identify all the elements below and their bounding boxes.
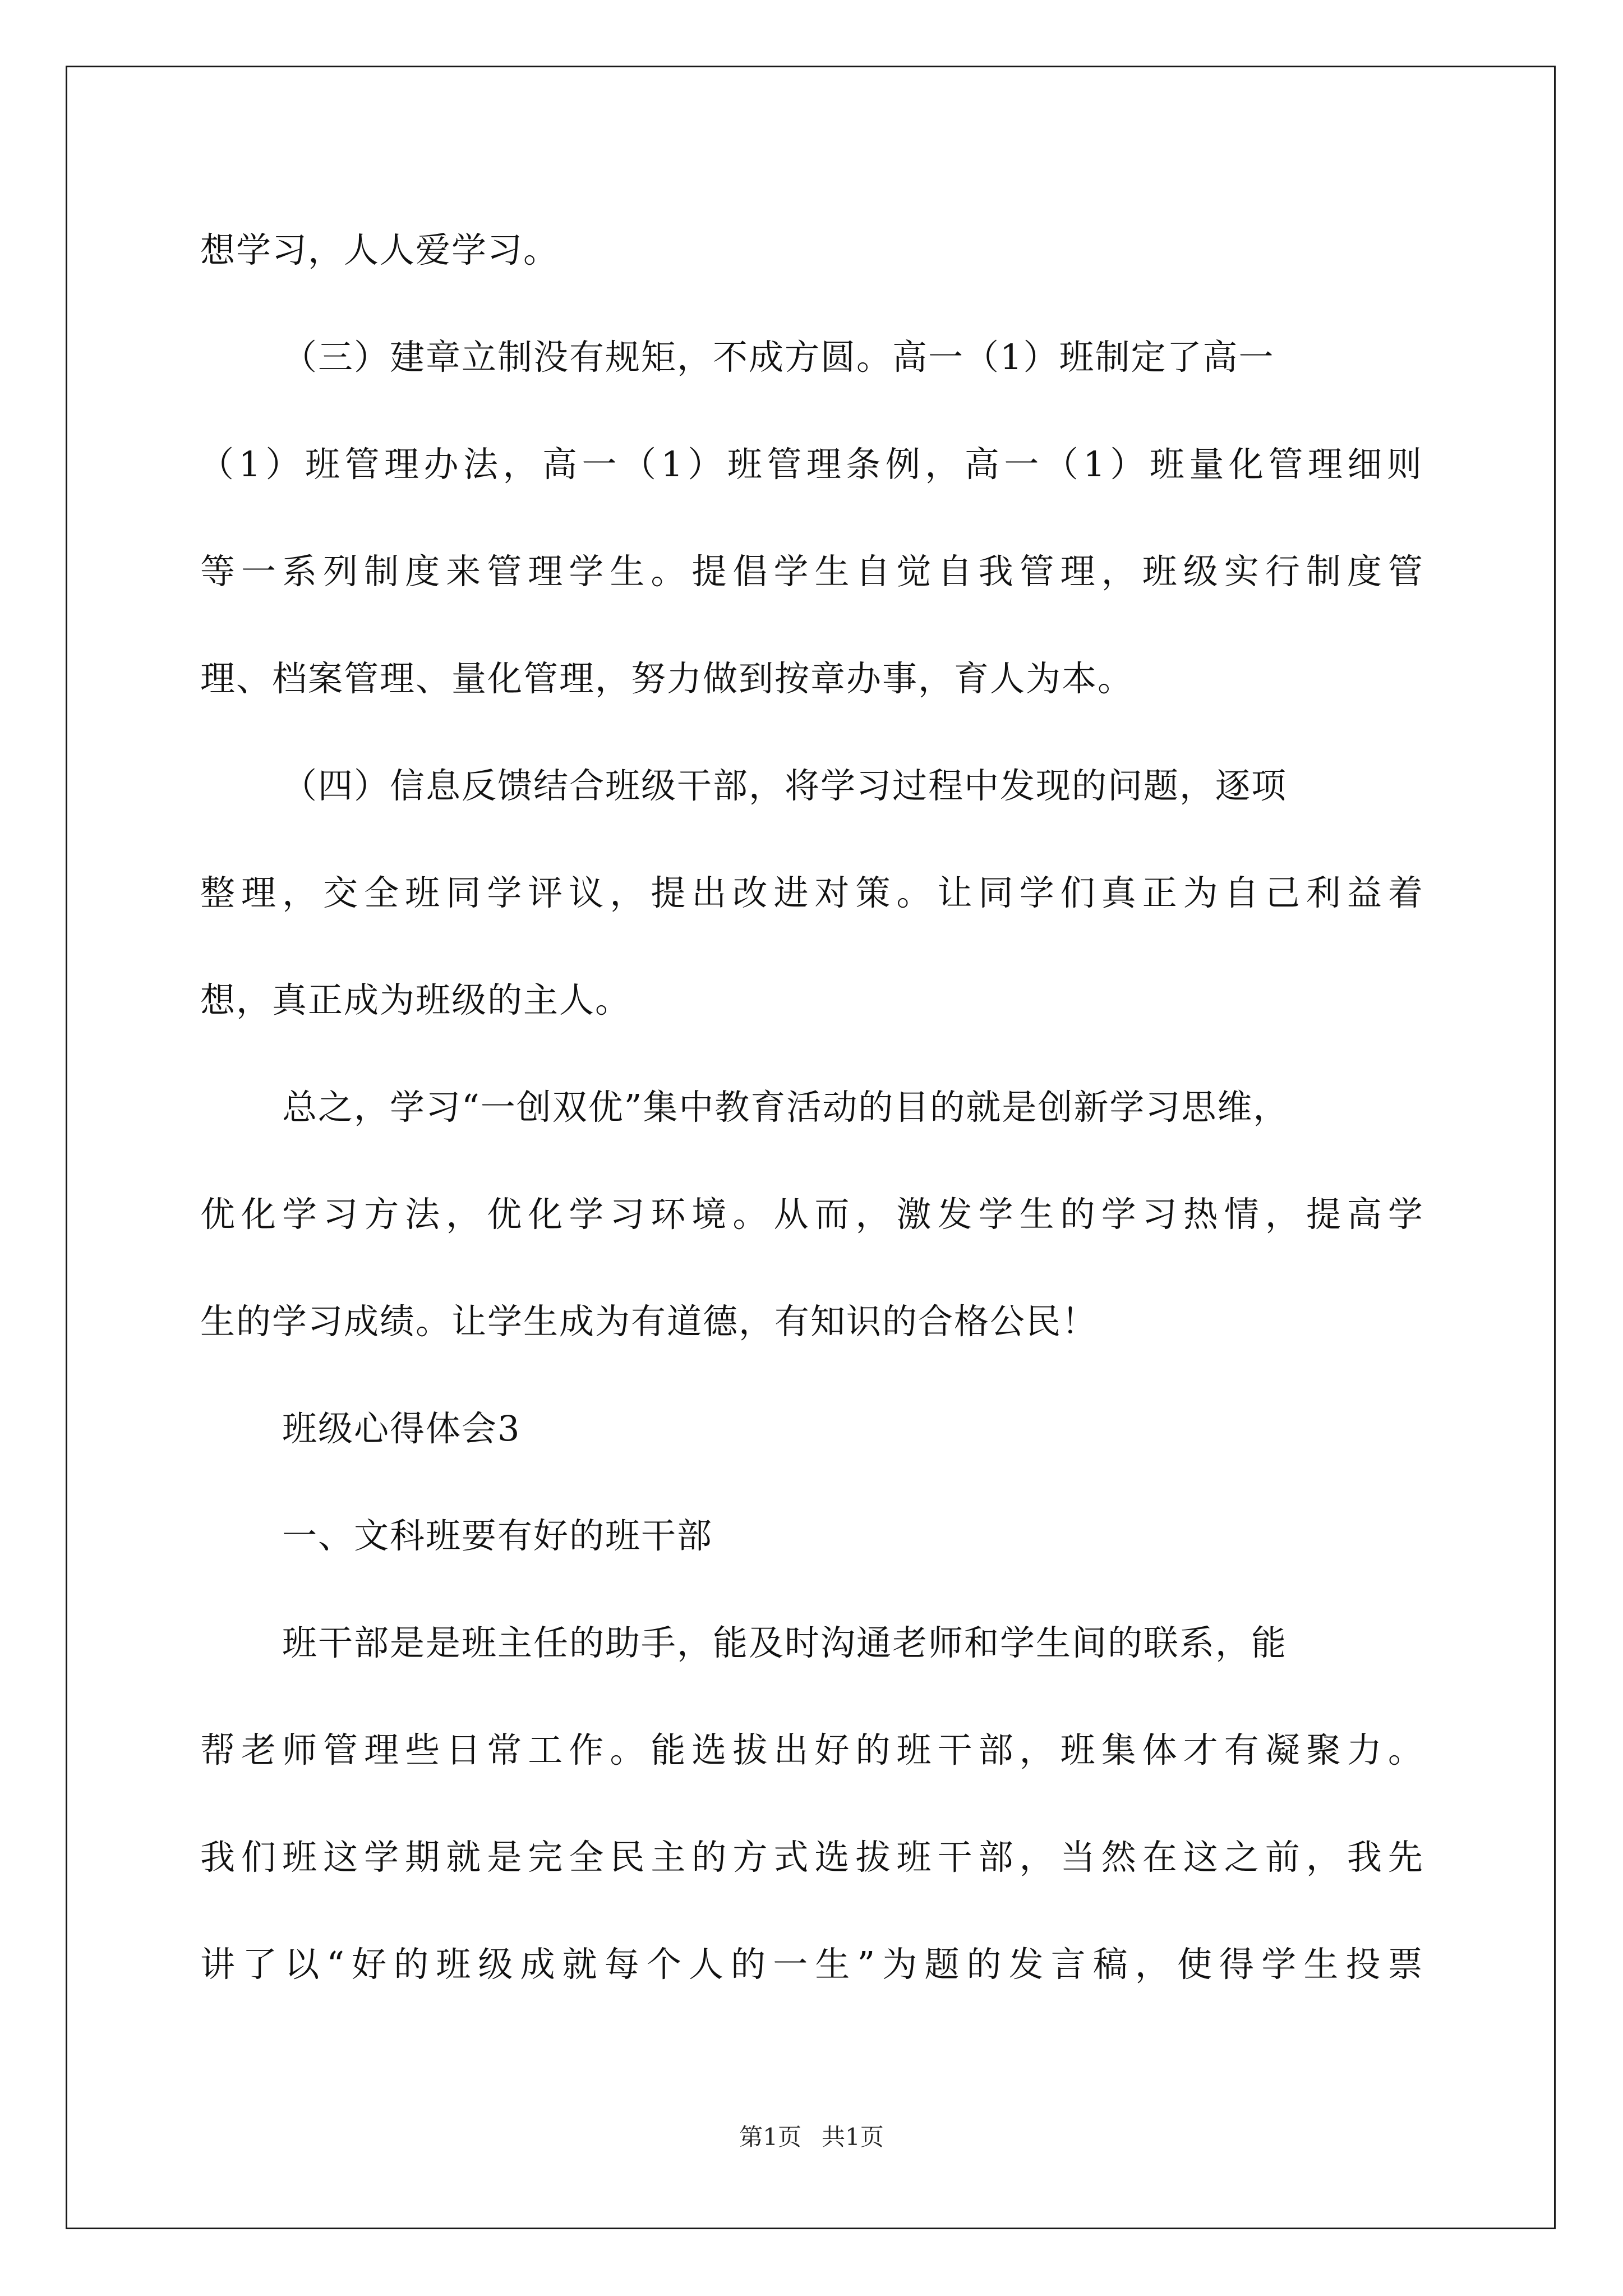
page-number-current: 第1页 — [739, 2123, 801, 2151]
text-line: 想学习，人人爱学习。 — [200, 229, 560, 270]
page-footer — [0, 2122, 1623, 2153]
text-line: 整 理 ， 交 全 班 同 学 评 议 ， 提 出 改 进 对 策 。 让 同 学 们 真 正 为 自 己 利 益 着 — [200, 872, 1423, 913]
text-line: 优 化 学 习 方 法 ， 优 化 学 习 环 境 。 从 而 ， 激 发 学 生 的 学 习 热 情 ， 提 高 学 — [200, 1194, 1423, 1235]
text-line: 我 们 班 这 学 期 就 是 完 全 民 主 的 方 式 选 拔 班 干 部 ， 当 然 在 这 之 前 ， 我 先 — [200, 1837, 1423, 1878]
section-heading: 班级心得体会3 — [282, 1408, 521, 1449]
text-line: 帮 老 师 管 理 些 日 常 工 作 。 能 选 拔 出 好 的 班 干 部 ， 班 集 体 才 有 凝 聚 力 。 — [200, 1729, 1423, 1770]
text-line: 讲 了 以 “ 好 的 班 级 成 就 每 个 人 的 一 生 ” 为 题 的 发 言 稿 ， 使 得 学 生 投 票 — [200, 1944, 1423, 1985]
text-line: 总之，学习“一创双优”集中教育活动的目的就是创新学习思维， — [282, 1087, 1289, 1128]
page-border — [66, 66, 1556, 2229]
page-number-total: 共1页 — [822, 2123, 884, 2151]
text-line: 生的学习成绩。让学生成为有道德，有知识的合格公民！ — [200, 1301, 1098, 1342]
text-line: （ 1 ） 班 管 理 办 法 ， 高 一 （ 1 ） 班 管 理 条 例 ， 高 一 （ 1 ） 班 量 化 管 理 细 则 — [199, 444, 1422, 485]
text-line: （四）信息反馈结合班级干部，将学习过程中发现的问题，逐项 — [282, 765, 1288, 806]
text-line: 班干部是是班主任的助手，能及时沟通老师和学生间的联系，能 — [282, 1622, 1288, 1663]
text-line: 理、档案管理、量化管理，努力做到按章办事，育人为本。 — [200, 658, 1134, 699]
text-line: （三）建章立制没有规矩，不成方圆。高一（1）班制定了高一 — [282, 337, 1275, 378]
subsection-heading: 一、文科班要有好的班干部 — [282, 1515, 713, 1556]
text-line: 等 一 系 列 制 度 来 管 理 学 生 。 提 倡 学 生 自 觉 自 我 管 理 ， 班 级 实 行 制 度 管 — [200, 551, 1423, 592]
text-line: 想，真正成为班级的主人。 — [200, 979, 631, 1020]
